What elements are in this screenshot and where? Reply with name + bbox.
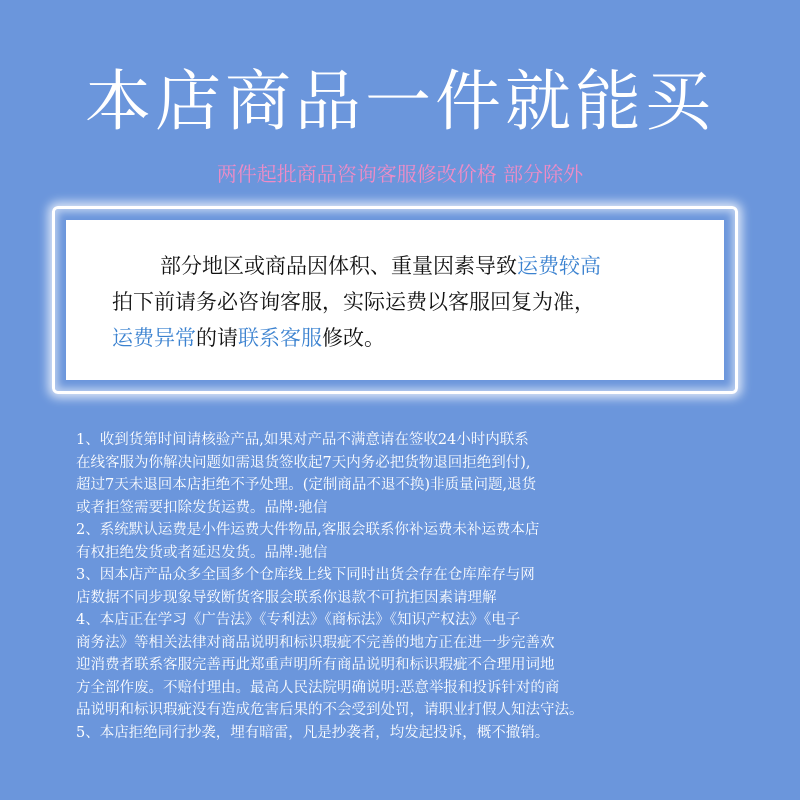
subheadline: 两件起批商品咨询客服修改价格 部分除外 bbox=[216, 162, 584, 186]
terms-line: 有权拒绝发货或者延迟发货。品牌:驰信 bbox=[76, 544, 328, 561]
terms-line: 5、本店拒绝同行抄袭，埋有暗雷，凡是抄袭者，均发起投诉，概不撤销。 bbox=[76, 724, 550, 741]
headline: 本店商品一件就能买 bbox=[85, 63, 715, 140]
notice-line-1 bbox=[112, 248, 704, 284]
terms-line: 商务法》等相关法律对商品说明和标识瑕疵不完善的地方正在进一步完善欢 bbox=[76, 634, 555, 651]
terms-line: 4、本店正在学习《广告法》《专利法》《商标法》《知识产权法》《电子 bbox=[76, 612, 521, 628]
terms-line: 超过7天未退回本店拒绝不予处理。(定制商品不退不换)非质量问题,退货 bbox=[76, 477, 537, 493]
terms-line: 或者拒签需要扣除发货运费。品牌:驰信 bbox=[76, 499, 328, 516]
notice-text: 拍下前请务必咨询客服，实际运费以客服回复为准， bbox=[112, 290, 595, 314]
notice-text: 的请 bbox=[196, 326, 238, 350]
terms-line: 迎消费者联系客服完善再此郑重声明所有商品说明和标识瑕疵不合理用词地 bbox=[76, 657, 555, 673]
terms-line: 品说明和标识瑕疵没有造成危害后果的不会受到处罚，请职业打假人知法守法。 bbox=[76, 702, 584, 718]
terms-line: 1、收到货第时间请核验产品,如果对产品不满意请在签收24小时内联系 bbox=[76, 432, 529, 448]
notice-text: 修改。 bbox=[322, 326, 385, 350]
terms-line: 3、因本店产品众多全国多个仓库线上线下同时出货会存在仓库库存与网 bbox=[76, 567, 535, 583]
notice-text: 部分地区或商品因体积、重量因素导致 bbox=[160, 254, 517, 278]
notice-highlight: 运费异常 bbox=[112, 326, 196, 350]
notice-line-3 bbox=[112, 320, 704, 356]
terms-list bbox=[76, 429, 756, 744]
terms-line: 方全部作废。不赔付理由。最高人民法院明确说明:恶意举报和投诉针对的商 bbox=[76, 679, 560, 696]
terms-line: 店数据不同步现象导致断货客服会联系你退款不可抗拒因素请理解 bbox=[76, 589, 497, 606]
notice-highlight: 运费较高 bbox=[517, 254, 601, 278]
notice-line-2 bbox=[112, 284, 704, 320]
notice-highlight: 联系客服 bbox=[238, 326, 322, 350]
shipping-notice-box bbox=[66, 220, 724, 380]
terms-line: 2、系统默认运费是小件运费大件物品,客服会联系你补运费未补运费本店 bbox=[76, 522, 540, 538]
terms-line: 在线客服为你解决问题如需退货签收起7天内务必把货物退回拒绝到付), bbox=[76, 454, 531, 471]
